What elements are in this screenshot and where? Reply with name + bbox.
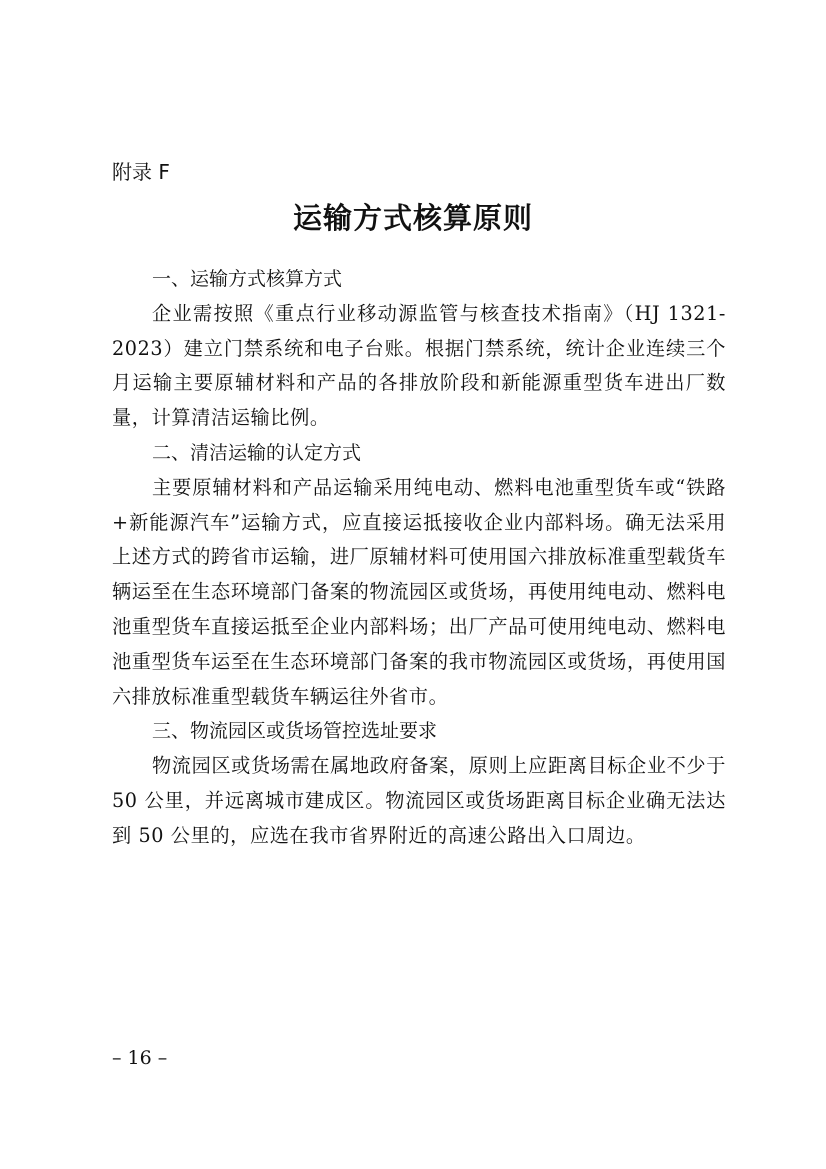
section-heading-2: 二、清洁运输的认定方式 <box>152 441 362 464</box>
section-heading-1: 一、运输方式核算方式 <box>152 268 343 290</box>
document-body <box>112 262 726 854</box>
section-1-paragraph: 企业需按照《重点行业移动源监管与核查技术指南》（HJ 1321-2023）建立门禁系统和电子台账。根据门禁系统，统计企业连续三个月运输主要原辅材料和产品的各排放阶段和新能源重型货车进出厂数量，计算清洁运输比例。 <box>112 301 726 430</box>
section-2-paragraph: 主要原辅材料和产品运输采用纯电动、燃料电池重型货车或“铁路+新能源汽车”运输方式，应直接运抵接收企业内部料场。确无法采用上述方式的跨省市运输，进厂原辅材料可使用国六排放标准重型载货车辆运至在生态环境部门备案的物流园区或货场，再使用纯电动、燃料电池重型货车直接运抵至企业内部料场；出厂产品可使用纯电动、燃料电池重型货车运至在生态环境部门备案的我市物流园区或货场，再使用国六排放标准重型载货车辆运往外省市。 <box>112 475 726 708</box>
appendix-label: 附录 F <box>112 160 170 184</box>
section-3-paragraph: 物流园区或货场需在属地政府备案，原则上应距离目标企业不少于 50 公里，并远离城市建成区。物流园区或货场距离目标企业确无法达到 50 公里的，应选在我市省界附近的高速公路出入口周边。 <box>112 754 726 847</box>
section-heading-3: 三、物流园区或货场管控选址要求 <box>152 720 438 743</box>
page-number: – 16 – <box>112 1047 168 1069</box>
document-title: 运输方式核算原则 <box>292 201 533 235</box>
